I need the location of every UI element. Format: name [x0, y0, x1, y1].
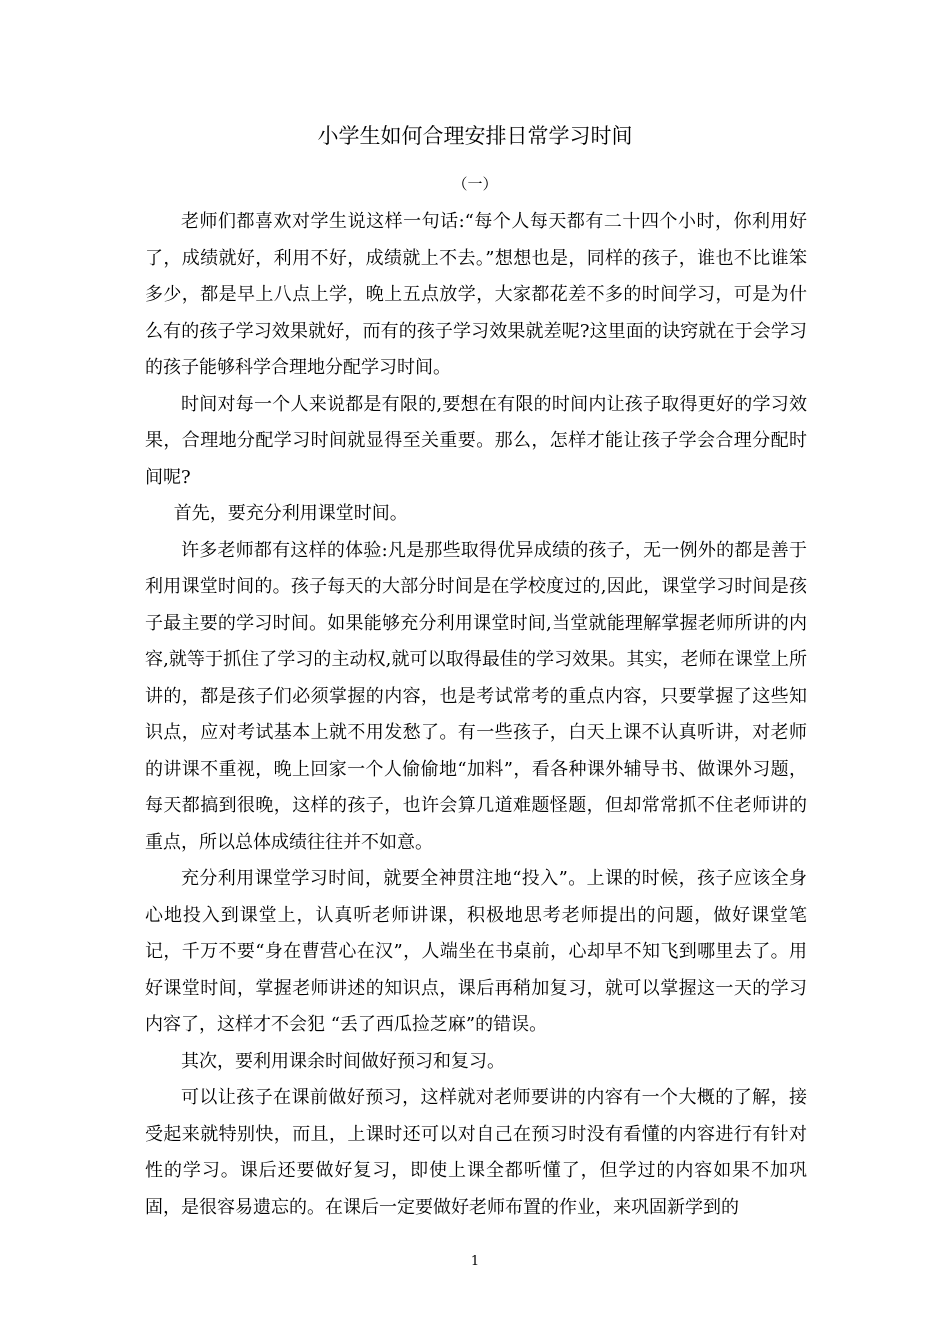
document-body	[145, 204, 807, 1226]
point-heading-first: 首先，要充分利用课堂时间。	[173, 503, 408, 524]
document-title: 小学生如何合理安排日常学习时间	[317, 124, 633, 148]
section-number: （一）	[452, 175, 498, 193]
page-number: 1	[470, 1254, 480, 1269]
paragraph-preview-review: 可以让孩子在课前做好预习，这样就对老师要讲的内容有一个大概的了解，接受起来就特别快，而且，上课时还可以对自己在预习时没有看懂的内容进行有针对性的学习。课后还要做好复习，即使上课全都听懂了，但学过的内容如果不加巩固，是很容易遗忘的。在课后一定要做好老师布置的作业，来巩固新学到的	[145, 1087, 807, 1218]
paragraph-time-limited: 时间对每一个人来说都是有限的,要想在有限的时间内让孩子取得更好的学习效果，合理地分配学习时间就显得至关重要。那么，怎样才能让孩子学会合理分配时间呢?	[145, 393, 807, 488]
paragraph-intro: 老师们都喜欢对学生说这样一句话:“每个人每天都有二十四个小时，你利用好了，成绩就好，利用不好，成绩就上不去。”想想也是，同样的孩子，谁也不比谁笨多少，都是早上八点上学，晚上五点放学，大家都花差不多的时间学习，可是为什么有的孩子学习效果就好，而有的孩子学习效果就差呢?这里面的诀窍就在于会学习的孩子能够科学合理地分配学习时间。	[145, 211, 807, 378]
paragraph-focus: 充分利用课堂学习时间，就要全神贯注地“投入”。上课的时候，孩子应该全身心地投入到课堂上，认真听老师讲课，积极地思考老师提出的问题，做好课堂笔记，千万不要“身在曹营心在汉”，人端坐在书桌前，心却早不知飞到哪里去了。用好课堂时间，掌握老师讲述的知识点，课后再稍加复习，就可以掌握这一天的学习内容了，这样才不会犯 “丢了西瓜捡芝麻”的错误。	[145, 868, 807, 1035]
paragraph-classroom-time: 许多老师都有这样的体验:凡是那些取得优异成绩的孩子，无一例外的都是善于利用课堂时间的。孩子每天的大部分时间是在学校度过的,因此，课堂学习时间是孩子最主要的学习时间。如果能够充分利用课堂时间,当堂就能理解掌握老师所讲的内容,就等于抓住了学习的主动权,就可以取得最佳的学习效果。其实，老师在课堂上所讲的，都是孩子们必须掌握的内容，也是考试常考的重点内容，只要掌握了这些知识点，应对考试基本上就不用发愁了。有一些孩子，白天上课不认真听讲，对老师的讲课不重视，晚上回家一个人偷偷地“加料”，看各种课外辅导书、做课外习题，每天都搞到很晚，这样的孩子，也许会算几道难题怪题，但却常常抓不住老师讲的重点，所以总体成绩往往并不如意。	[145, 539, 807, 853]
point-heading-second: 其次，要利用课余时间做好预习和复习。	[181, 1050, 505, 1072]
